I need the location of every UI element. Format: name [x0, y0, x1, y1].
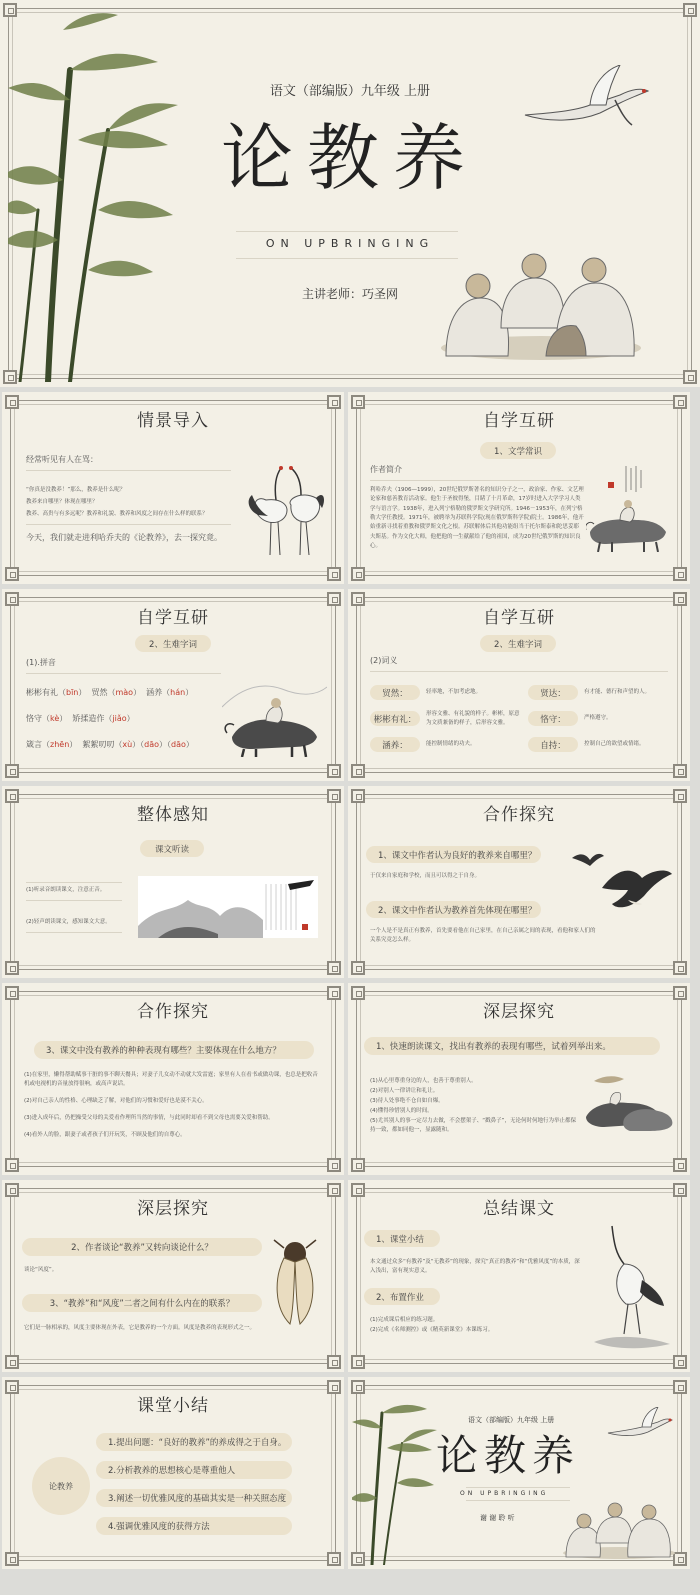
summary-text: (2)完成《名师测控》或《精英新课堂》本课练习。	[370, 1327, 494, 1333]
cover-slide[interactable]	[0, 0, 700, 387]
summary-text: 本文通过众多“有教养”及“无教养”的现象，探究“真正的教养”和“优雅风度”的本质，深入浅出，富有现实意义。	[370, 1259, 580, 1275]
slide-title: 课堂小结	[137, 1396, 209, 1416]
slide-deep-1[interactable]	[348, 983, 690, 1175]
crane-illustration	[606, 1407, 674, 1447]
slide-author[interactable]	[348, 392, 690, 584]
closing-title: 论教养	[436, 1431, 581, 1480]
question-pill: 2、作者谈论“教养”又转向谈论什么？	[22, 1238, 262, 1256]
answer-text: 谈论“风度”。	[24, 1267, 58, 1273]
cover-english: ON UPBRINGING	[265, 237, 435, 250]
question-pill: 3、课文中没有教养的种种表现有哪些？主要体现在什么地方？	[34, 1041, 314, 1059]
answer-line: (1)从心里尊重身边的人，也善于尊重别人。	[370, 1078, 477, 1084]
swallows-illustration	[572, 848, 672, 918]
answer-text: 于仅来自家庭和学校，而且可以得之于自身。	[370, 873, 481, 879]
corner-ornament	[673, 567, 687, 581]
vocab-def: 能控制情绪的功夫。	[426, 741, 476, 747]
vocab-term: 彬彬有礼：	[370, 711, 420, 726]
corner-ornament	[351, 567, 365, 581]
cicada-illustration	[270, 1238, 320, 1328]
corner-ornament	[683, 3, 697, 17]
heron-illustration	[584, 1224, 674, 1354]
corner-ornament	[683, 370, 697, 384]
bamboo-illustration	[352, 1383, 444, 1565]
corner-ornament	[673, 1158, 687, 1172]
cranes-illustration	[246, 460, 326, 560]
answer-text: 一个人是不是真正有教养，首先要看他在自己家里，在自己亲属之间的表现，看他和家人们的关系究竟怎么样。	[370, 928, 596, 944]
intro-text: 教养来自哪里？体现在哪里？	[26, 499, 98, 505]
topic-circle: 论教养	[32, 1457, 90, 1515]
vocab-def: 控制自己的欲望或情绪。	[584, 741, 645, 747]
slide-title: 整体感知	[137, 805, 209, 825]
answer-line: (5)尤其别人的事一定尽力去做，不会摆架子、“戳鼻子”，无论何时何地行为举止都保持一致，都如同他一，显露随和。	[370, 1118, 576, 1134]
slide-class-summary[interactable]	[2, 1377, 344, 1569]
intro-text: 经常听见有人在骂：	[26, 455, 98, 464]
section-pill: 课文听读	[140, 840, 204, 857]
corner-ornament	[5, 961, 19, 975]
slide-vocab[interactable]	[348, 589, 690, 781]
closing-thanks: 谢 谢 聆 听	[480, 1514, 515, 1522]
closing-english: ON UPBRINGING	[460, 1490, 549, 1497]
corner-ornament	[327, 1552, 341, 1566]
closing-subtitle: 语文（部编版）九年级 上册	[468, 1416, 555, 1424]
divider	[466, 1500, 570, 1501]
summary-item: 1.提出问题：“良好的教养”的养成得之于自身。	[96, 1433, 292, 1451]
divider	[370, 671, 668, 672]
pinyin-row: 彬彬有礼（bīn） 贸然（mào） 涵养（hán）	[26, 688, 194, 697]
corner-ornament	[673, 764, 687, 778]
answer-line: (3)待人处事绝不仓自如自爆。	[370, 1098, 444, 1104]
question-pill: 2、课文中作者认为教养首先体现在哪里？	[366, 901, 541, 918]
answer-line: (3)进入成年后，仍把操受父母的关爱看作理所当然的事情，与此同时却看不到父母也需要关爱和帮助。	[24, 1115, 274, 1121]
intro-text: “你真是没教养！”那么，教养是什么呢？	[26, 487, 126, 493]
divider	[26, 932, 122, 933]
slide-title: 合作探究	[483, 805, 555, 825]
author-heading: 作者简介	[370, 465, 402, 474]
divider	[236, 231, 458, 232]
overview-text: (2)轻声朗读课文，感知课文大意。	[26, 919, 111, 925]
section-pill: 1、文学常识	[480, 442, 556, 459]
corner-ornament	[673, 961, 687, 975]
section-pill: 2、生难字词	[480, 635, 556, 652]
scholars-illustration	[560, 1495, 678, 1559]
slide-pinyin[interactable]	[2, 589, 344, 781]
answer-line: (1)在家里，懒得帮助赋事干脏的事不聊天餐具；对妻子儿女动不动就大发雷霆；家里有人在看书或做功课，也总是把收音机或电视机的音量放得很响，或高声说话。	[24, 1072, 318, 1088]
author-bio: 利哈乔夫（1906—1999），20世纪俄罗斯著名的知识分子之一，政治家、作家、文艺理论家和慈善教育活动家。他生于圣彼得堡，目睹了十月革命，17岁时进入大学学习人类学与语言学。1938年，进入列宁格勒的俄罗斯文学研究所。1946－1953年，在列宁格勒大学任教授。1971年，被聘举为苏联科学院(现在俄罗斯科学院)院士。1986年，他开始重新寻找着重教和俄罗斯文化之根。苏联解体后其他功能组当于托尔斯泰和陀思妥耶夫斯基。作为文化大师，他把他的一生献献给了他的祖国，成为20世纪俄罗斯的知识良心。	[370, 487, 584, 550]
corner-ornament	[5, 1355, 19, 1369]
slide-title: 自学互研	[137, 608, 209, 628]
corner-ornament	[327, 961, 341, 975]
section-pill: 2、生难字词	[135, 635, 211, 652]
buffalo-illustration	[222, 677, 327, 757]
vocab-term: 恪守：	[528, 711, 578, 726]
corner-ornament	[5, 567, 19, 581]
corner-ornament	[351, 961, 365, 975]
summary-item: 4.强调优雅风度的获得方法	[96, 1517, 292, 1535]
divider	[26, 882, 122, 883]
slide-closing[interactable]	[348, 1377, 690, 1569]
answer-line: (2)对自己亲人的性格、心理缺乏了解，对他们的习惯和爱好也是漠不关心。	[24, 1098, 208, 1104]
slide-title: 自学互研	[483, 608, 555, 628]
crane-illustration	[520, 65, 650, 145]
answer-line: (4)看外人的脸，跟妻子或者孩子们开玩笑，不顾及他们的自尊心。	[24, 1132, 186, 1138]
corner-ornament	[351, 1158, 365, 1172]
slide-title: 深层探究	[483, 1002, 555, 1022]
slide-deep-2[interactable]	[2, 1180, 344, 1372]
question-pill: 3、“教养”和“风度”二者之间有什么内在的联系？	[22, 1294, 262, 1312]
buffalo-rider-illustration	[586, 462, 674, 552]
corner-ornament	[5, 1158, 19, 1172]
answer-text: 它们是一脉相承的，风度主要体现在外表，它是教养的一个方面。风度是教养的表现形式之一。	[24, 1325, 256, 1331]
slide-overview[interactable]	[2, 786, 344, 978]
pinyin-row: 箴言（zhēn） 絮絮叨叨（xù）（dāo）（dāo）	[26, 740, 194, 749]
slide-cooperate-2[interactable]	[2, 983, 344, 1175]
vocab-def: 轻率地，不加考虑地。	[426, 689, 482, 695]
corner-ornament	[673, 1380, 687, 1394]
slide-cooperate-1[interactable]	[348, 786, 690, 978]
vocab-term: 涵养：	[370, 737, 420, 752]
intro-text: 教养、高贵与有多远呢？教养和礼貌、教养和风度之间存在什么样的联系？	[26, 511, 208, 517]
vocab-term: 贸然：	[370, 685, 420, 700]
corner-ornament	[5, 1552, 19, 1566]
section-pill: 1、课堂小结	[364, 1230, 440, 1247]
summary-text: (1)完成课后相应的练习题。	[370, 1317, 439, 1323]
section-pill: 2、布置作业	[364, 1288, 440, 1305]
pinyin-label: (1).拼音	[26, 658, 56, 667]
slide-title: 总结课文	[483, 1199, 555, 1219]
vocab-def: 严格遵守。	[584, 715, 612, 721]
divider	[370, 480, 580, 481]
intro-text: 今天，我们就走进利哈乔夫的《论教养》，去一探究竟。	[26, 533, 222, 542]
scholars-illustration	[436, 238, 646, 360]
corner-ornament	[673, 1355, 687, 1369]
divider	[26, 524, 231, 525]
vocab-term: 自持：	[528, 737, 578, 752]
divider	[236, 258, 458, 259]
pinyin-row: 恪守（kè） 矫揉造作（jiǎo）	[26, 714, 135, 723]
question-pill: 1、课文中作者认为良好的教养来自哪里？	[366, 846, 541, 863]
divider	[26, 470, 231, 471]
slide-intro[interactable]	[2, 392, 344, 584]
slide-title: 情景导入	[137, 411, 209, 431]
corner-ornament	[327, 1355, 341, 1369]
corner-ornament	[327, 567, 341, 581]
buffalo-boys-illustration	[584, 1069, 674, 1139]
vocab-label: (2)词义	[370, 656, 398, 665]
corner-ornament	[327, 764, 341, 778]
vocab-term: 贤达：	[528, 685, 578, 700]
slide-title: 自学互研	[483, 411, 555, 431]
summary-item: 3.阐述一切优雅风度的基础其实是一种关照态度	[96, 1489, 292, 1507]
divider	[466, 1487, 570, 1488]
vocab-def: 有才能、德行和声望的人。	[584, 689, 651, 695]
cover-title: 论教养	[220, 116, 479, 200]
corner-ornament	[351, 764, 365, 778]
corner-ornament	[327, 1158, 341, 1172]
answer-line: (4)懂得珍惜别人的时间。	[370, 1108, 433, 1114]
cover-teacher: 主讲老师：巧圣网	[301, 287, 398, 301]
slide-title: 合作探究	[137, 1002, 209, 1022]
slide-title: 深层探究	[137, 1199, 209, 1219]
question-pill: 1、快速朗读课文，找出有教养的表现有哪些，试着列举出来。	[364, 1037, 660, 1055]
corner-ornament	[5, 764, 19, 778]
cover-subtitle: 语文（部编版）九年级 上册	[269, 84, 431, 99]
divider	[26, 900, 122, 901]
summary-item: 2.分析教养的思想核心是尊重他人	[96, 1461, 292, 1479]
overview-text: (1)听录音朗读课文，注意正音。	[26, 887, 106, 893]
corner-ornament	[351, 1355, 365, 1369]
landscape-painting	[138, 876, 318, 938]
divider	[26, 673, 221, 674]
answer-line: (2)对别人一律讲让和礼让。	[370, 1088, 439, 1094]
vocab-def: 形容文雅、有礼貌的样子。彬彬，原意为文质兼备的样子，后形容文雅。	[426, 711, 520, 727]
slide-summary[interactable]	[348, 1180, 690, 1372]
